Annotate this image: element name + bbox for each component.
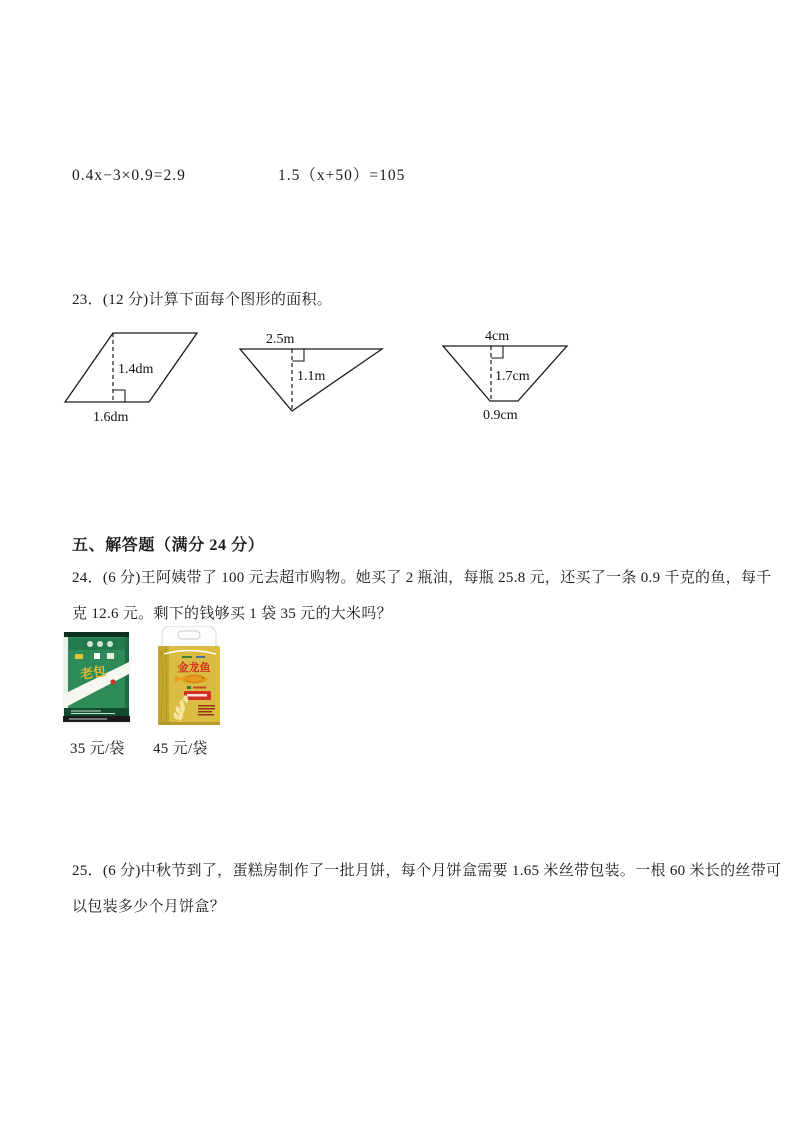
parallelogram-base-label: 1.6dm — [93, 410, 129, 425]
right-angle-mark — [292, 349, 304, 361]
trapezoid-bottom-label: 0.9cm — [483, 408, 518, 423]
right-angle-mark — [113, 390, 125, 402]
trapezoid-figure — [443, 329, 567, 423]
equation-1: 0.4x−3×0.9=2.9 — [72, 167, 186, 184]
trapezoid-top-label: 4cm — [485, 329, 510, 344]
rice-bag-left-image — [63, 632, 130, 724]
question-23-text: 23．(12 分)计算下面每个图形的面积。 — [72, 292, 333, 308]
equation-2: 1.5（x+50）=105 — [278, 167, 406, 184]
rice-bag-right-image — [156, 626, 222, 728]
bag-handle-hole — [178, 631, 200, 639]
triangle-base-label: 2.5m — [266, 332, 295, 347]
parallelogram-height-label: 1.4dm — [118, 362, 154, 377]
question-24-line-1: 24．(6 分)王阿姨带了 100 元去超市购物。她买了 2 瓶油，每瓶 25.8 元，还买了一条 0.9 千克的鱼，每千 — [72, 570, 772, 586]
bag-left-brand-text: 老包 — [79, 663, 108, 682]
triangle-height-label: 1.1m — [297, 369, 326, 384]
price-label-right: 45 元/袋 — [153, 741, 208, 757]
question-24-line-2: 克 12.6 元。剩下的钱够买 1 袋 35 元的大米吗？ — [72, 606, 392, 622]
triangle-figure — [240, 332, 382, 411]
parallelogram-figure — [65, 333, 197, 425]
geometry-figures — [55, 322, 620, 432]
brand-seal — [110, 679, 115, 684]
section-5-title: 五、解答题（满分 24 分） — [72, 537, 265, 554]
bag-logo-mark — [75, 654, 83, 659]
bag-right-brand-text: 金龙鱼 — [177, 662, 211, 674]
trapezoid-height-label: 1.7cm — [495, 369, 530, 384]
question-25-line-2: 以包装多少个月饼盒？ — [72, 899, 226, 915]
price-label-left: 35 元/袋 — [70, 741, 125, 757]
question-25-line-1: 25．(6 分)中秋节到了，蛋糕房制作了一批月饼，每个月饼盒需要 1.65 米丝带包装。一根 60 米长的丝带可 — [72, 863, 782, 879]
right-angle-mark — [491, 346, 503, 358]
